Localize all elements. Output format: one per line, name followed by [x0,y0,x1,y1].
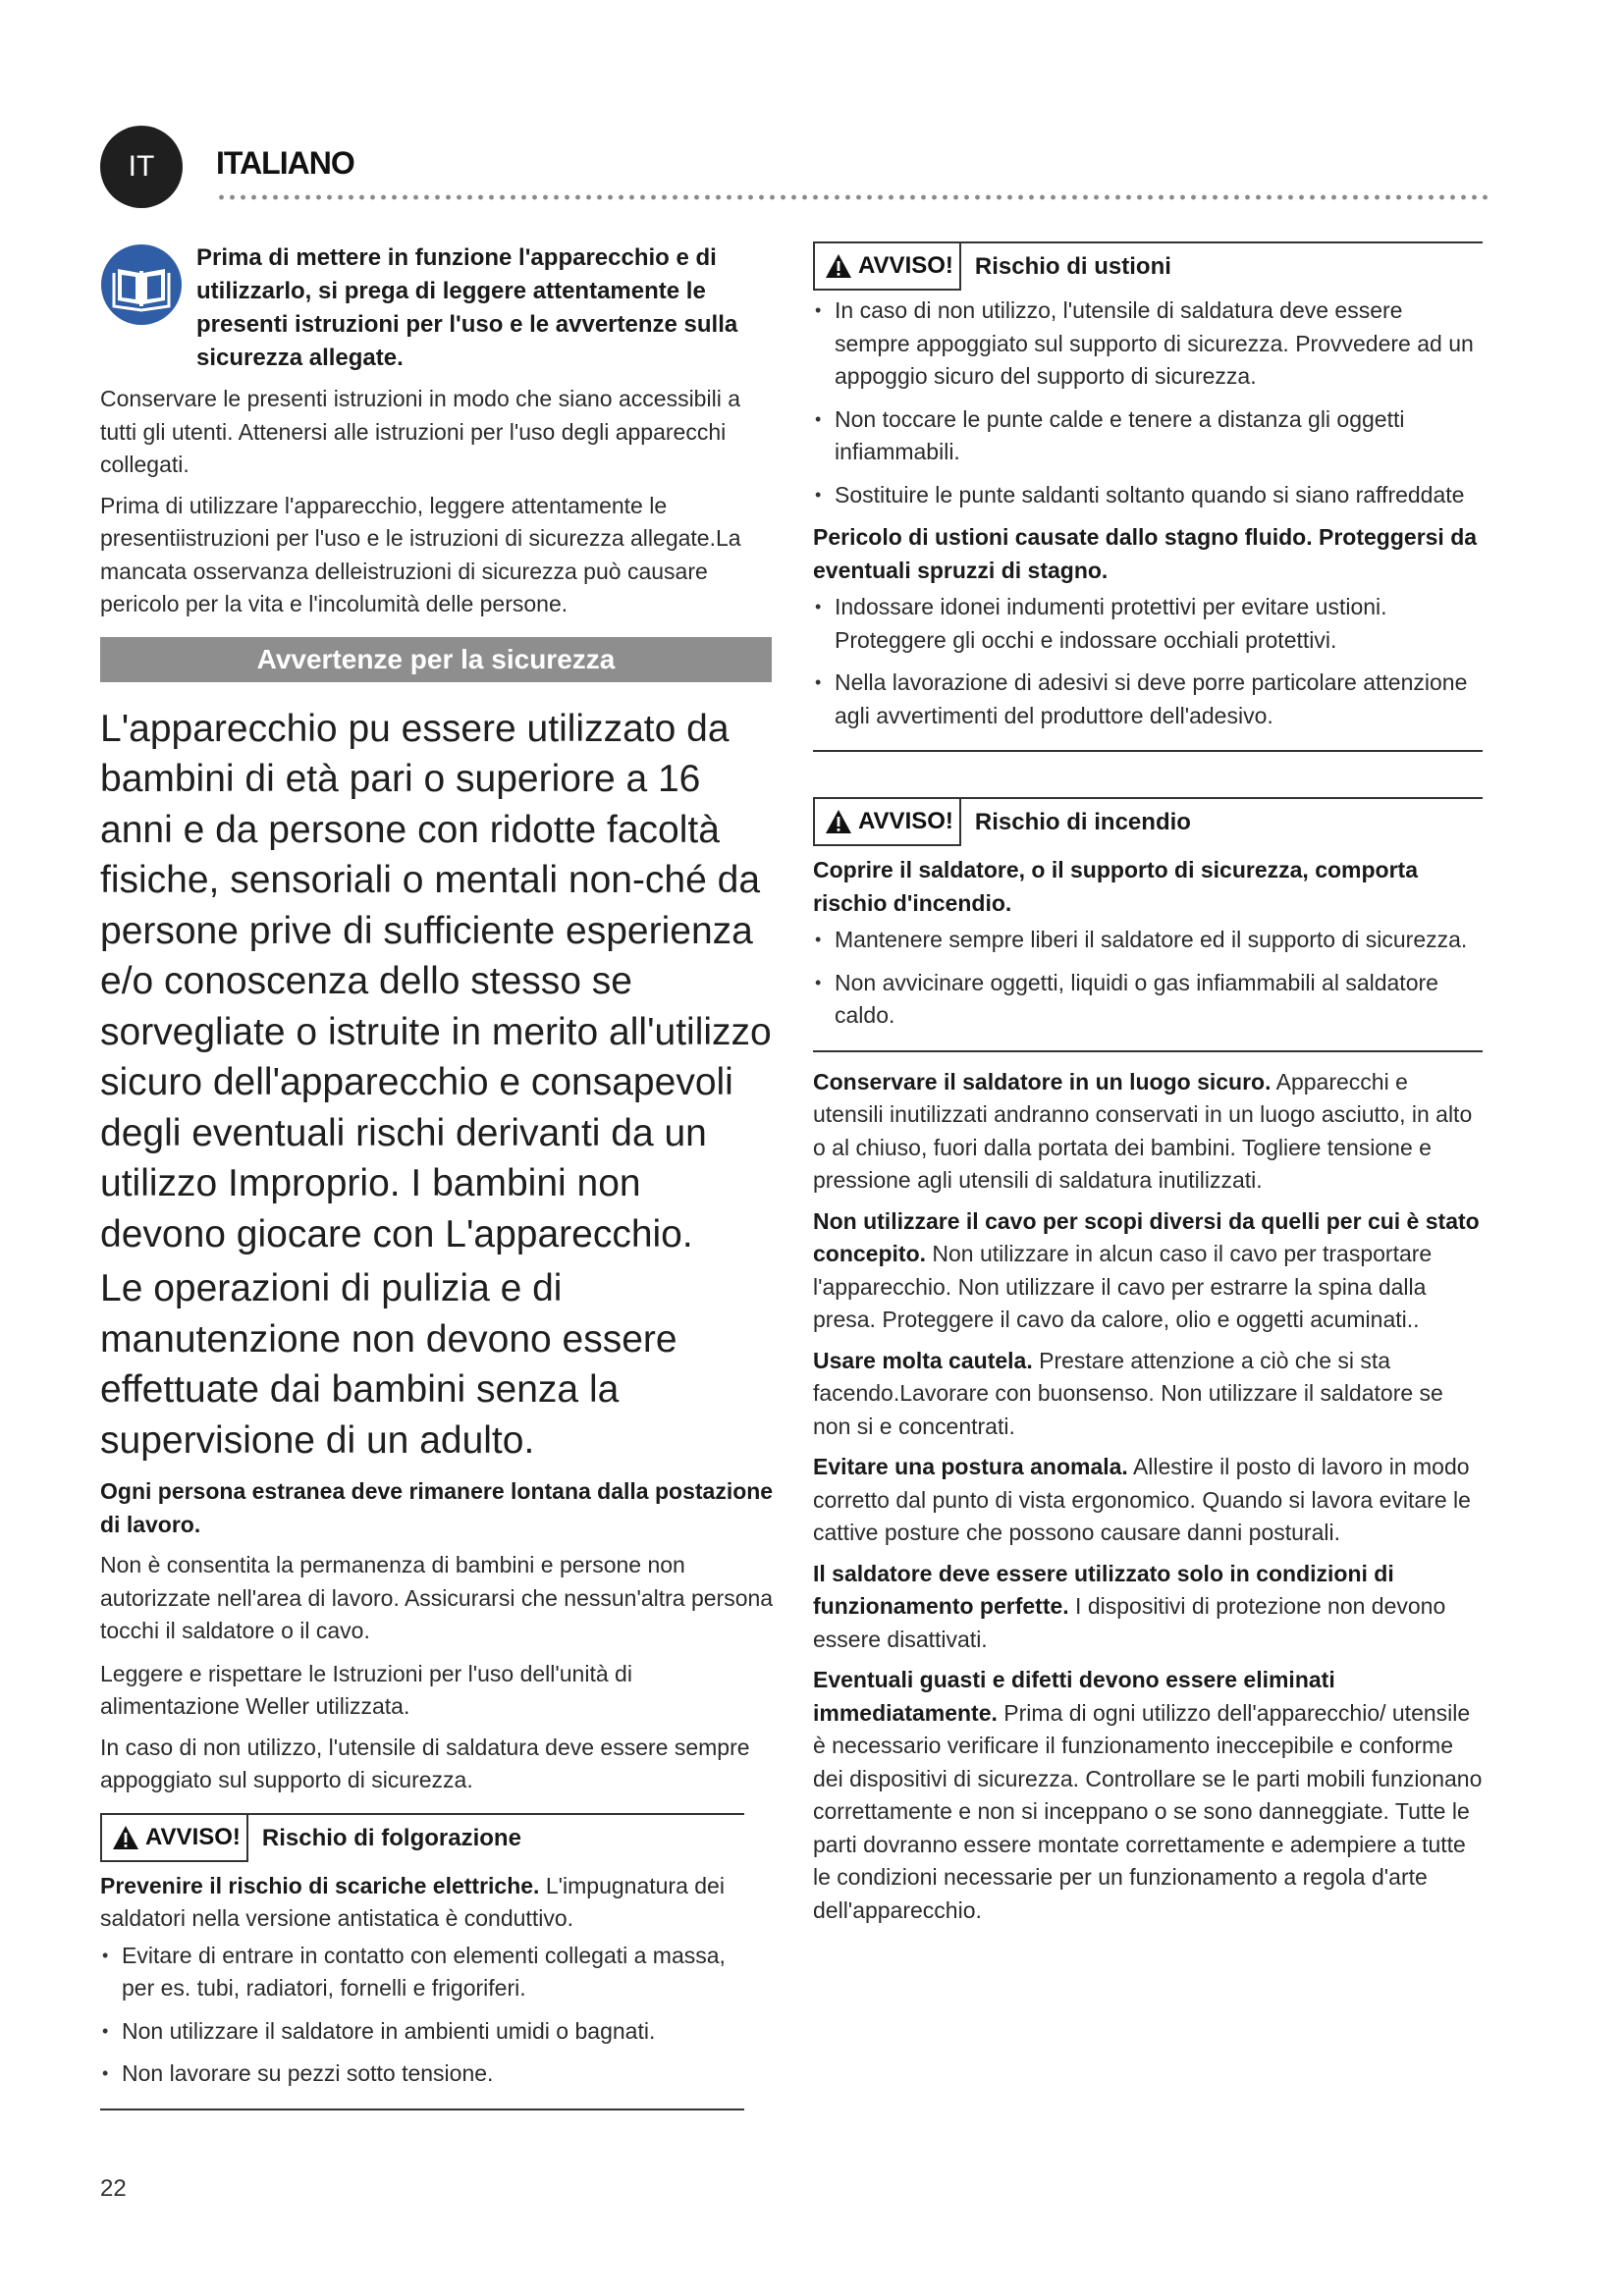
paragraph-text: Non utilizzare in alcun caso il cavo per trasportare l'apparecchio. Non utilizzare il cavo per estrarre la spina dalla presa. Proteggere il cavo da calore, olio e oggetti acuminati.. [813,1241,1433,1332]
warning-triangle-icon [825,253,852,279]
fire-sub-heading: Coprire il saldatore, o il supporto di sicurezza, comporta rischio d'incendio. [813,857,1419,916]
left-column [100,241,774,2110]
paragraph-condition [813,1558,1483,1657]
paragraph-posture [813,1451,1483,1550]
paragraph-text: Prestare attenzione a ciò che si sta facendo.Lavorare con buonsenso. Non utilizzare il saldatore se non si e concentrati. [813,1347,1443,1439]
rest-text: In caso di non utilizzo, l'utensile di saldatura deve essere sempre appoggiato sul supporto di sicurezza. [100,1734,750,1792]
list-item: • Mantenere sempre liberi il saldatore ed il supporto di sicurezza. [813,924,1483,957]
warning-triangle-icon [112,1825,139,1850]
book-icon [100,243,183,326]
paragraph-bold: Usare molta cautela. [813,1347,1033,1373]
list-item: • Non utilizzare il saldatore in ambienti umidi o bagnati. [100,2015,744,2049]
paragraph-bold: Il saldatore deve essere utilizzato solo in condizioni di funzionamento perfette. [813,1560,1394,1619]
paragraph-bold: Evitare una postura anomala. [813,1454,1128,1479]
stranger-heading: Ogni persona estranea deve rimanere lontana dalla postazione di lavoro. [100,1478,774,1537]
paragraph-text: I dispositivi di protezione non devono essere disattivati. [813,1593,1446,1652]
warning-header [813,241,1483,291]
list-item: • Evitare di entrare in contatto con elementi collegati a massa, per es. tubi, radiatori, fornelli e frigoriferi. [100,1940,744,2005]
paragraph-defects [813,1664,1483,1927]
paragraph-text: Allestire il posto di lavoro in modo corretto dal punto di vista ergonomico. Quando si lavora evitare le cattive posture che possono causare danni posturali. [813,1454,1471,1545]
paragraph-text: Apparecchi e utensili inutilizzati andranno conservati in un luogo asciutto, in alto o al chiuso, fuori dalla portata dei bambini. Togliere tensione e pressione agli utensili di saldatura inutilizzati. [813,1068,1473,1193]
language-badge: IT [100,126,183,208]
children-warning-large: L'apparecchio pu essere utilizzato da bambini di età pari o superiore a 16 anni e da persone con ridotte facoltà fisiche, sensoriali o mentali non-ché da persone prive di sufficiente esperienza e/o conoscenza dello stesso se sorvegliate o istruite in merito all'utilizzo sicuro dell'apparecchio e consapevoli degli eventuali rischi derivanti da un utilizzo Improprio. I bambini non devono giocare con L'apparecchio. [100,707,772,1255]
intro-block [100,241,774,375]
power-unit-text: Leggere e rispettare le Istruzioni per l'uso dell'unità di alimentazione Weller utilizzata. [100,1660,632,1719]
warning-title: Rischio di ustioni [974,253,1171,280]
burn-list [813,294,1483,511]
intro-bold-text: Prima di mettere in funzione l'apparecchio e di utilizzarlo, si prega di leggere attentamente le presenti istruzioni per l'uso e le avvertenze sulla sicurezza allegate. [196,244,738,371]
paragraph-bold: Eventuali guasti e difetti devono essere eliminati immediatamente. [813,1667,1335,1726]
list-item: • Sostituire le punte saldanti soltanto quando si siano raffreddate [813,479,1483,512]
warning-fire [813,797,1483,1052]
burn-list-2 [813,591,1483,732]
page-header [100,126,1487,204]
warning-electric [100,1813,744,2110]
electric-lead [100,1870,744,1936]
page-number: 22 [100,2175,127,2202]
warning-label: AVVISO! [858,252,953,279]
warning-badge [813,799,961,846]
cleaning-warning-large: Le operazioni di pulizia e di manutenzione non devono essere effettuate dai bambini senza la supervisione di un adulto. [100,1267,677,1462]
warning-title: Rischio di folgorazione [261,1824,521,1851]
warning-title: Rischio di incendio [974,809,1191,835]
intro-paragraph-1: Conservare le presenti istruzioni in modo che siano accessibili a tutti gli utenti. Attenersi alle istruzioni per l'uso degli apparecchi collegati. [100,386,740,477]
warning-header [813,797,1483,846]
language-title: ITALIANO [216,145,354,181]
paragraph-cable [813,1205,1483,1337]
intro-paragraph-2: Prima di utilizzare l'apparecchio, leggere attentamente le presentiistruzioni per l'uso e le istruzioni di sicurezza allegate.La mancata osservanza delleistruzioni di sicurezza può causare pericolo per la vita e l'incolumità delle persone. [100,492,741,616]
fire-list [813,924,1483,1033]
burn-sub-heading: Pericolo di ustioni causate dallo stagno fluido. Proteggersi da eventuali spruzzi di stagno. [813,524,1478,583]
warning-header [100,1813,744,1862]
paragraph-bold: Non utilizzare il cavo per scopi diversi da quelli per cui è stato concepito. [813,1207,1480,1266]
safety-heading: Avvertenze per la sicurezza [100,637,772,682]
warning-burn [813,241,1483,752]
electric-lead-bold: Prevenire il rischio di scariche elettriche. [100,1872,540,1898]
list-item: • Non lavorare su pezzi sotto tensione. [100,2057,744,2091]
paragraph-caution [813,1345,1483,1444]
warning-label: AVVISO! [145,1823,241,1850]
electric-lead-text: L'impugnatura dei saldatori nella versione antistatica è conduttivo. [100,1872,725,1931]
list-item: • Nella lavorazione di adesivi si deve porre particolare attenzione agli avvertimenti del produttore dell'adesivo. [813,667,1483,732]
warning-label: AVVISO! [858,808,953,834]
paragraph-store [813,1066,1483,1198]
paragraph-bold: Conservare il saldatore in un luogo sicuro. [813,1068,1272,1095]
right-column [813,241,1483,1927]
warning-badge [100,1815,248,1862]
list-item: • Non toccare le punte calde e tenere a distanza gli oggetti infiammabili. [813,403,1483,469]
electric-list [100,1940,744,2091]
paragraph-text: Prima di ogni utilizzo dell'apparecchio/ utensile è necessario verificare il funzionamento ineccepibile e conforme dei dispositivi di sicurezza. Controllare se le parti mobili funzionano correttamente e non si inceppano o se sono danneggiate. Tutte le parti dovranno essere montate correttamente e adempiere a tutte le condizioni necessarie per un funzionamento a regola d'arte dell'apparecchio. [813,1699,1483,1923]
warning-badge [813,243,961,291]
list-item: • Non avvicinare oggetti, liquidi o gas infiammabili al saldatore caldo. [813,967,1483,1033]
list-item: • Indossare idonei indumenti protettivi per evitare ustioni. Proteggere gli occhi e indossare occhiali protettivi. [813,591,1483,657]
list-item: • In caso di non utilizzo, l'utensile di saldatura deve essere sempre appoggiato sul supporto di sicurezza. Provvedere ad un appoggio sicuro del supporto di sicurezza. [813,294,1483,394]
warning-triangle-icon [825,809,852,834]
dotted-divider [216,194,1489,200]
stranger-text: Non è consentita la permanenza di bambini e persone non autorizzate nell'area di lavoro. Assicurarsi che nessun'altra persona tocchi il saldatore o il cavo. [100,1552,774,1643]
